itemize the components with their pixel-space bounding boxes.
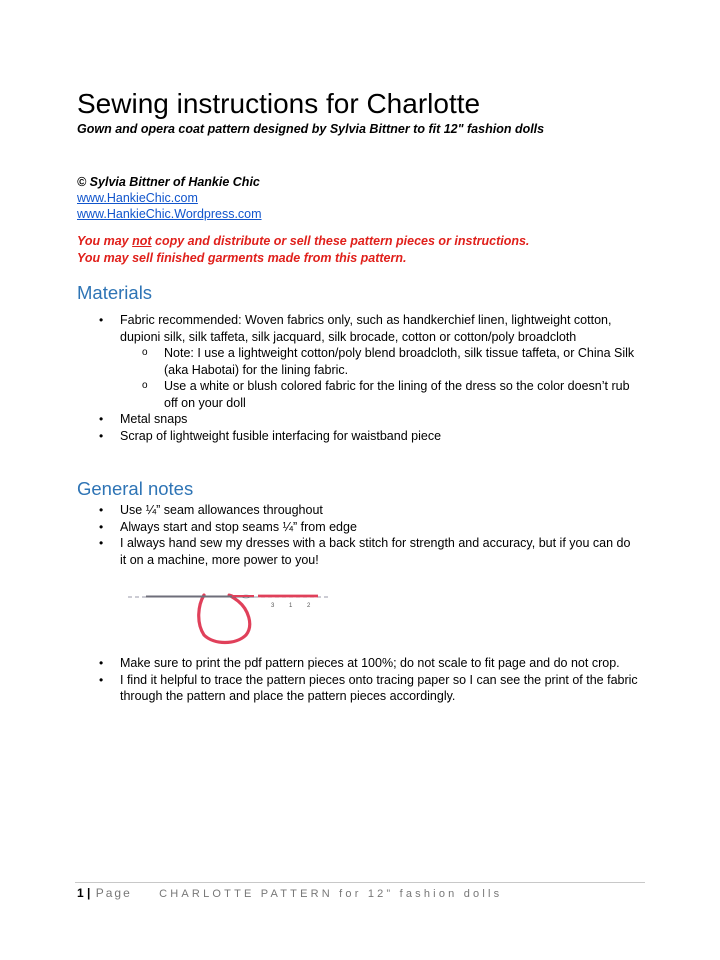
materials-subitem-lining-note: o Note: I use a lightweight cotton/poly blend broadcloth, silk tissue taffeta, or China Silk (aka Habotai) for the lining fabric. bbox=[120, 345, 640, 378]
copyright-notice: © Sylvia Bittner of Hankie Chic bbox=[77, 175, 260, 189]
page-number: 1 bbox=[77, 886, 84, 900]
general-notes-item-seam-allowance: • Use ¼” seam allowances throughout bbox=[0, 502, 640, 519]
stitch-label-1: 1 bbox=[289, 603, 293, 609]
materials-item-fabric-text: Fabric recommended: Woven fabrics only, such as handkerchief linen, lightweight cotton, dupioni silk, silk taffeta, silk jacquard, silk brocade, cotton or cotton/poly broadcloth bbox=[120, 313, 612, 344]
warning-text-start: You may bbox=[77, 234, 133, 248]
materials-item-interfacing: • Scrap of lightweight fusible interfacing for waistband piece bbox=[0, 428, 640, 445]
stitch-label-2: 2 bbox=[307, 603, 311, 609]
warning-line-1 bbox=[77, 234, 529, 248]
footer-divider bbox=[75, 882, 645, 883]
warning-line-2: You may sell finished garments made from this pattern. bbox=[77, 251, 407, 265]
page-title: Sewing instructions for Charlotte bbox=[77, 88, 481, 119]
materials-heading: Materials bbox=[77, 282, 153, 303]
page-label: Page bbox=[95, 886, 132, 900]
materials-subitem-lining-color: o Use a white or blush colored fabric for the lining of the dress so the color doesn’t rub off on your doll bbox=[120, 378, 640, 411]
stitch-label-3: 3 bbox=[271, 603, 275, 609]
general-notes-item-print-scale: • Make sure to print the pdf pattern pieces at 100%; do not scale to fit page and do not crop. bbox=[0, 655, 640, 672]
website-link[interactable]: www.HankieChic.com bbox=[77, 191, 198, 205]
back-stitch-illustration bbox=[128, 583, 338, 645]
materials-sublist bbox=[120, 345, 640, 411]
page-separator: | bbox=[87, 886, 91, 900]
warning-text-end: copy and distribute or sell these pattern pieces or instructions. bbox=[151, 234, 530, 248]
materials-list bbox=[0, 312, 640, 444]
general-notes-heading: General notes bbox=[77, 478, 194, 499]
general-notes-list bbox=[0, 502, 640, 568]
blog-link[interactable]: www.HankieChic.Wordpress.com bbox=[77, 207, 262, 221]
general-notes-item-start-stop: • Always start and stop seams ¼” from edge bbox=[0, 519, 640, 536]
page-footer bbox=[77, 886, 502, 900]
page-subtitle: Gown and opera coat pattern designed by Sylvia Bittner to fit 12" fashion dolls bbox=[77, 122, 545, 136]
thread-path bbox=[199, 595, 250, 643]
warning-emphasis: not bbox=[132, 234, 152, 248]
materials-item-fabric bbox=[0, 312, 640, 411]
general-notes-item-hand-sew: • I always hand sew my dresses with a back stitch for strength and accuracy, but if you can do it on a machine, more power to you! bbox=[0, 535, 640, 568]
materials-item-snaps: • Metal snaps bbox=[0, 411, 640, 428]
general-notes-list-continued bbox=[0, 655, 640, 705]
general-notes-item-trace-pattern: • I find it helpful to trace the pattern pieces onto tracing paper so I can see the print of the fabric through the pattern and place the pattern pieces accordingly. bbox=[0, 672, 640, 705]
footer-document-name: CHARLOTTE PATTERN for 12” fashion dolls bbox=[159, 888, 503, 900]
